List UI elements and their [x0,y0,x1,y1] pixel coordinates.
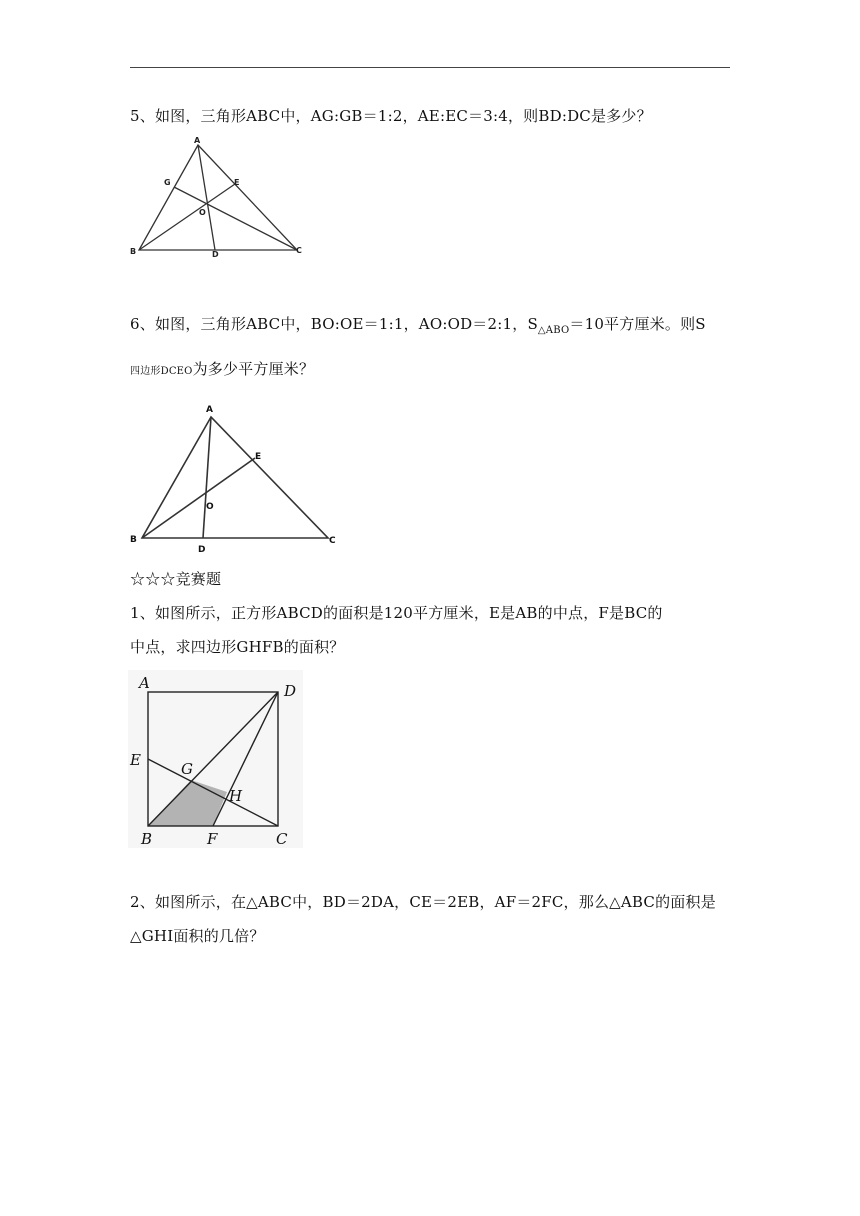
c1-label-h: H [229,787,243,805]
p6-label-a: A [206,405,213,415]
c1-label-d: D [284,682,297,700]
c1-label-f: F [207,830,218,848]
problem-6-line-2 [130,354,735,387]
problem-6-line-1 [130,309,735,346]
problem-5-figure [125,135,325,265]
p5-label-c: C [296,246,302,255]
contest-1-line-2: 中点，求四边形GHFB的面积？ [130,638,345,656]
p6-area-subscript: △ABO [537,325,570,336]
p6-label-b: B [130,535,137,545]
p5-label-b: B [130,247,137,256]
header-rule [130,67,730,68]
c1-label-b: B [141,830,153,848]
p6-quad-subscript: 四边形DCEO [130,366,193,377]
p5-label-a: A [194,136,201,145]
c1-label-g: G [181,760,193,778]
section-title: ☆☆☆竞赛题 [130,570,222,588]
p6-line2-suffix: 为多少平方厘米？ [192,360,315,378]
p5-label-d: D [212,250,219,259]
problem-6-figure [125,397,345,557]
contest-2-line-2: △GHI面积的几倍？ [130,927,265,945]
c1-label-a: A [139,674,150,692]
c1-label-c: C [276,830,288,848]
contest-1-figure [128,670,308,850]
p5-label-o: O [199,208,206,217]
p6-line1-prefix: 6、如图，三角形ABC中，BO:OE＝1:1，AO:OD＝2:1，S [130,315,538,333]
problem-5-text: 5、如图，三角形ABC中，AG:GB＝1:2，AE:EC＝3:4，则BD:DC是多少？ [130,107,652,125]
contest-2-line-1: 2、如图所示，在△ABC中，BD＝2DA，CE＝2EB，AF＝2FC，那么△ABC的面积是 [130,893,716,911]
p6-label-c: C [329,536,336,546]
p6-label-e: E [255,452,262,462]
contest-1-line-1: 1、如图所示，正方形ABCD的面积是120平方厘米，E是AB的中点，F是BC的 [130,604,663,622]
p6-line1-suffix: ＝10平方厘米。则S [569,315,706,333]
p5-label-g: G [164,178,171,187]
p6-label-o: O [206,502,214,512]
c1-label-e: E [130,751,141,769]
p6-label-d: D [198,545,206,555]
p5-label-e: E [234,178,240,187]
